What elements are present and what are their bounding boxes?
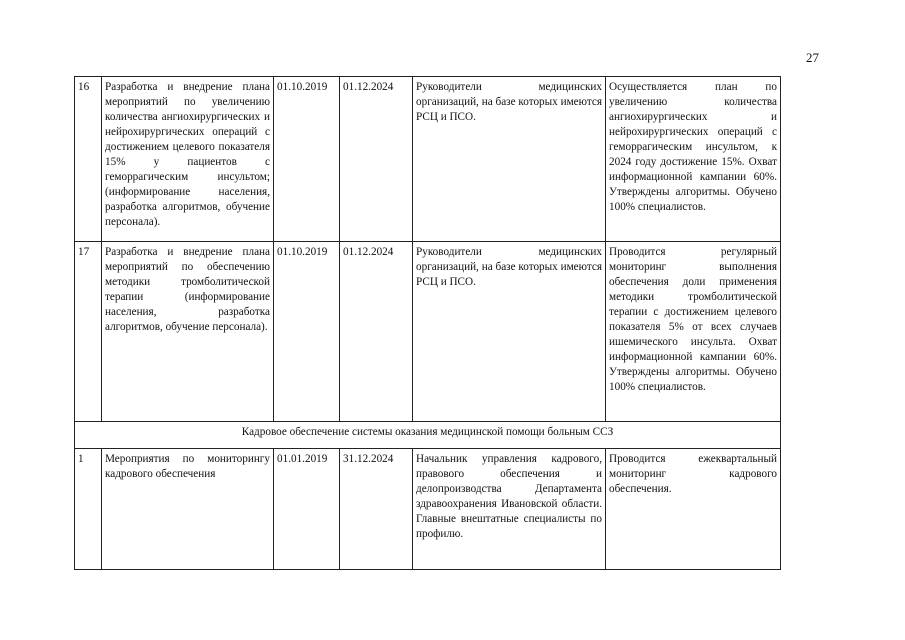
table-row-17	[75, 242, 781, 422]
responsible-cell: Начальник управления кадрового, правового обеспечения и делопроизводства Департамента здравоохранения Ивановской области. Главные внештатные специалисты по профилю.	[413, 449, 606, 570]
row-number-cell: 16	[75, 77, 102, 242]
activity-cell: Мероприятия по мониторингу кадрового обеспечения	[102, 449, 274, 570]
result-cell: Проводится регулярный мониторинг выполнения обеспечения доли применения методики тромболитической терапии с достижением целевого показателя 5% от всех случаев ишемического инсульта. Охват информационной кампании 60%. Утверждены алгоритмы. Обучено 100% специалистов.	[606, 242, 781, 422]
section-title: Кадровое обеспечение системы оказания медицинской помощи больным ССЗ	[75, 422, 781, 449]
table-row-1	[75, 449, 781, 570]
action-plan-table	[74, 76, 781, 570]
page-number: 27	[806, 50, 819, 65]
end-date-cell: 01.12.2024	[340, 77, 413, 242]
result-cell: Проводится ежеквартальный мониторинг кадрового обеспечения.	[606, 449, 781, 570]
responsible-cell: Руководители медицинских организаций, на базе которых имеются РСЦ и ПСО.	[413, 242, 606, 422]
end-date-cell: 31.12.2024	[340, 449, 413, 570]
activity-cell: Разработка и внедрение плана мероприятий по обеспечению методики тромболитической терапии (информирование населения, разработка алгоритмов, обучение персонала).	[102, 242, 274, 422]
start-date-cell: 01.10.2019	[274, 242, 340, 422]
start-date-cell: 01.01.2019	[274, 449, 340, 570]
result-cell: Осуществляется план по увеличению количества ангиохирургических и нейрохирургических операций с геморрагическим инсультом, к 2024 году достижение 15%. Охват информационной кампании 60%. Утверждены алгоритмы. Обучено 100% специалистов.	[606, 77, 781, 242]
responsible-cell: Руководители медицинских организаций, на базе которых имеются РСЦ и ПСО.	[413, 77, 606, 242]
start-date-cell: 01.10.2019	[274, 77, 340, 242]
row-number-cell: 1	[75, 449, 102, 570]
end-date-cell: 01.12.2024	[340, 242, 413, 422]
table-row-16	[75, 77, 781, 242]
row-number-cell: 17	[75, 242, 102, 422]
activity-cell: Разработка и внедрение плана мероприятий по увеличению количества ангиохирургических и нейрохирургических операций с достижением целевого показателя 15% у пациентов с геморрагическим инсультом; (информирование населения, разработка алгоритмов, обучение персонала).	[102, 77, 274, 242]
section-header-row	[75, 422, 781, 449]
